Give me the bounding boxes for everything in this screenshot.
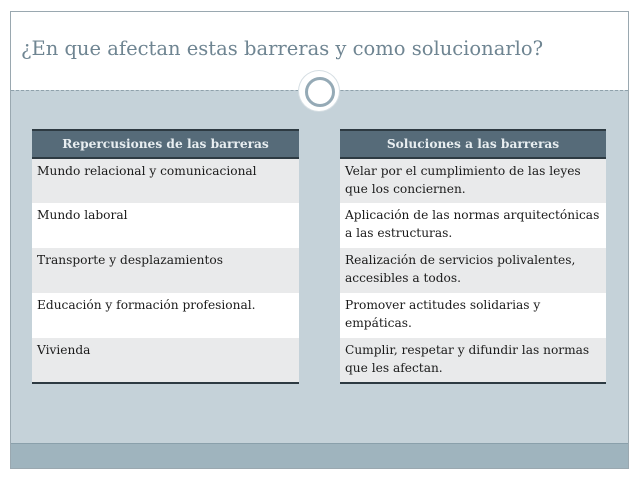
solution-cell: Aplicación de las normas arquitectónicas a las estructuras. — [340, 203, 606, 248]
table-row — [340, 203, 606, 248]
table-row — [340, 338, 606, 383]
solution-cell: Promover actitudes solidarias y empáticas. — [340, 293, 606, 338]
repercussion-cell: Transporte y desplazamientos — [32, 248, 299, 293]
repercussion-cell: Vivienda — [32, 338, 299, 383]
repercussions-table — [32, 129, 299, 384]
solution-cell: Velar por el cumplimiento de las leyes que los conciernen. — [340, 158, 606, 203]
repercussion-cell: Educación y formación profesional. — [32, 293, 299, 338]
table-row — [32, 203, 299, 248]
repercussions-header: Repercusiones de las barreras — [32, 130, 299, 158]
repercussion-cell: Mundo relacional y comunicacional — [32, 158, 299, 203]
table-header-row — [340, 130, 606, 158]
table-row — [340, 158, 606, 203]
solution-cell: Realización de servicios polivalentes, accesibles a todos. — [340, 248, 606, 293]
slide-title: ¿En que afectan estas barreras y como solucionarlo? — [21, 37, 544, 60]
solutions-table — [340, 129, 606, 384]
table-row — [32, 248, 299, 293]
table-header-row — [32, 130, 299, 158]
circle-ornament-ring — [305, 77, 335, 107]
table-row — [32, 338, 299, 383]
table-row — [340, 293, 606, 338]
footer-band — [11, 443, 628, 468]
slide — [10, 11, 629, 469]
repercussion-cell: Mundo laboral — [32, 203, 299, 248]
table-row — [340, 248, 606, 293]
solutions-header: Soluciones a las barreras — [340, 130, 606, 158]
table-row — [32, 293, 299, 338]
table-row — [32, 158, 299, 203]
solution-cell: Cumplir, respetar y difundir las normas que les afectan. — [340, 338, 606, 383]
